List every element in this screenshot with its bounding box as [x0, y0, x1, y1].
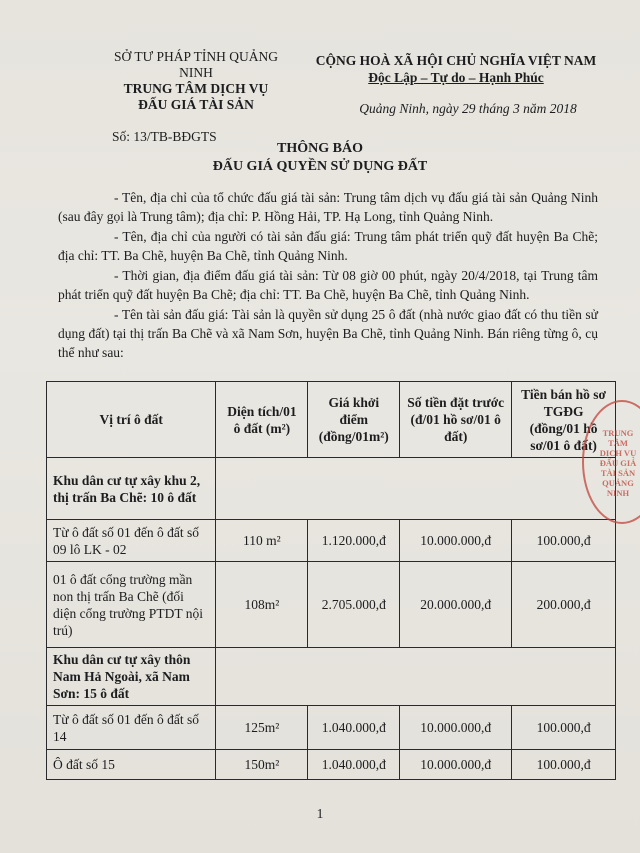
- table-row: [47, 562, 616, 648]
- issuer-parent-org: SỞ TƯ PHÁP TỈNH QUẢNG NINH: [114, 49, 278, 80]
- table-header-row: [47, 382, 616, 458]
- group-label: Khu dân cư tự xây khu 2, thị trấn Ba Chẽ: 10 ô đất: [47, 458, 216, 520]
- seal-text: TRUNG TÂM DỊCH VỤ ĐẤU GIÁ TÀI SẢN QUẢNG NINH: [599, 428, 637, 498]
- cell-fee: 100.000,đ: [512, 706, 616, 750]
- cell-area: 108m²: [216, 562, 308, 648]
- cell-location: Từ ô đất số 01 đến ô đất số 09 lô LK - 02: [47, 520, 216, 562]
- paragraph-time-place: - Thời gian, địa điểm đấu giá tài sản: Từ 08 giờ 00 phút, ngày 20/4/2018, tại Trung tâm phát triển quỹ đất huyện Ba Chẽ; địa chỉ: TT. Ba Chẽ, huyện Ba Chẽ, tỉnh Quảng Ninh.: [58, 268, 598, 302]
- table-group-row: [47, 458, 616, 520]
- paragraph-organizer: - Tên, địa chỉ của tổ chức đấu giá tài sản: Trung tâm dịch vụ đấu giá tài sản Quảng Ninh (sau đây gọi là Trung tâm); địa chỉ: P. Hồng Hải, TP. Hạ Long, tỉnh Quảng Ninh.: [58, 190, 598, 224]
- header-start-price: Giá khởi điểm (đồng/01m²): [308, 382, 400, 458]
- issuer-header: [96, 49, 296, 145]
- notice-body: [58, 188, 598, 363]
- issuer-name-line1: TRUNG TÂM DỊCH VỤ: [123, 81, 269, 96]
- country-name: CỘNG HOÀ XÃ HỘI CHỦ NGHĨA VIỆT NAM: [315, 53, 597, 68]
- cell-fee: 100.000,đ: [512, 520, 616, 562]
- cell-fee: 200.000,đ: [512, 562, 616, 648]
- document-date: Quảng Ninh, ngày 29 tháng 3 năm 2018: [359, 101, 577, 116]
- cell-area: 110 m²: [216, 520, 308, 562]
- issuer-name-line2: ĐẤU GIÁ TÀI SẢN: [138, 97, 254, 112]
- header-location: Vị trí ô đất: [47, 382, 216, 458]
- paragraph-asset-name: - Tên tài sản đấu giá: Tài sản là quyền sử dụng 25 ô đất (nhà nước giao đất có thu tiền sử dụng đất) tại thị trấn Ba Chẽ và xã Nam Sơn, huyện Ba Chẽ, tỉnh Quảng Ninh. Bán riêng từng ô, cụ thể như sau:: [58, 307, 598, 360]
- cell-price: 1.040.000,đ: [308, 750, 400, 780]
- cell-area: 150m²: [216, 750, 308, 780]
- title-line1: THÔNG BÁO: [277, 141, 363, 156]
- paragraph-asset-owner: - Tên, địa chỉ của người có tài sản đấu giá: Trung tâm phát triển quỹ đất huyện Ba Chẽ; địa chỉ: TT. Ba Chẽ, huyện Ba Chẽ, tỉnh Quảng Ninh.: [58, 229, 598, 263]
- cell-location: 01 ô đất cổng trường mần non thị trấn Ba Chẽ (đối diện cổng trường PTDT nội trú): [47, 562, 216, 648]
- table-row: [47, 750, 616, 780]
- table-row: [47, 520, 616, 562]
- document-number: Số: 13/TB-BĐGTS: [112, 129, 217, 144]
- cell-deposit: 10.000.000,đ: [400, 750, 512, 780]
- page-number: 1: [316, 806, 324, 821]
- header-area: Diện tích/01 ô đất (m²): [216, 382, 308, 458]
- cell-location: Ô đất số 15: [47, 750, 216, 780]
- cell-deposit: 10.000.000,đ: [400, 706, 512, 750]
- header-deposit: Số tiền đặt trước (đ/01 hồ sơ/01 ô đất): [400, 382, 512, 458]
- cell-area: 125m²: [216, 706, 308, 750]
- cell-price: 1.040.000,đ: [308, 706, 400, 750]
- national-header: [300, 52, 612, 117]
- table-group-row: [47, 648, 616, 706]
- cell-deposit: 20.000.000,đ: [400, 562, 512, 648]
- cell-price: 2.705.000,đ: [308, 562, 400, 648]
- cell-price: 1.120.000,đ: [308, 520, 400, 562]
- header-fee: Tiền bán hồ sơ TGĐG (đồng/01 hồ sơ/01 ô đất): [512, 382, 616, 458]
- document-title: [0, 140, 640, 176]
- cell-fee: 100.000,đ: [512, 750, 616, 780]
- table-row: [47, 706, 616, 750]
- cell-deposit: 10.000.000,đ: [400, 520, 512, 562]
- national-motto: Độc Lập – Tự do – Hạnh Phúc: [368, 70, 544, 85]
- title-line2: ĐẤU GIÁ QUYỀN SỬ DỤNG ĐẤT: [212, 159, 428, 174]
- cell-location: Từ ô đất số 01 đến ô đất số 14: [47, 706, 216, 750]
- auction-table: [46, 381, 616, 780]
- group-label: Khu dân cư tự xây thôn Nam Hả Ngoài, xã Nam Sơn: 15 ô đất: [47, 648, 216, 706]
